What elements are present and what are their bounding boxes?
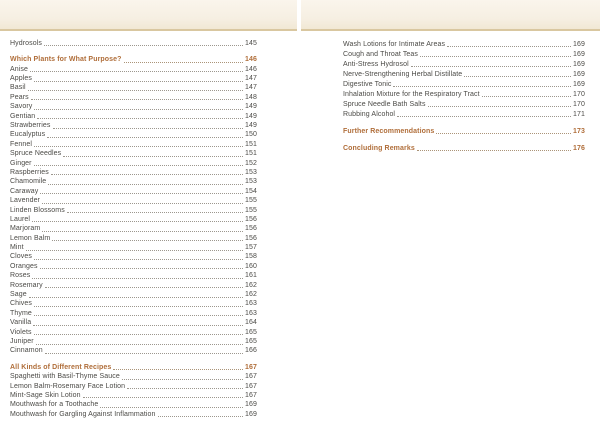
toc-entry-row <box>343 109 585 119</box>
toc-entry-label: Wash Lotions for Intimate Areas <box>343 40 446 48</box>
toc-page-number: 151 <box>245 150 257 158</box>
toc-entry-label: Marjoram <box>10 225 41 233</box>
toc-page-number: 149 <box>245 112 257 120</box>
toc-page-number: 156 <box>245 234 257 242</box>
toc-page-number: 169 <box>573 40 585 48</box>
toc-entry-row <box>10 65 257 74</box>
dotted-leader <box>44 45 243 46</box>
toc-entry-row <box>10 234 257 243</box>
toc-entry-row <box>10 243 257 252</box>
toc-entry-row <box>10 140 257 149</box>
toc-entry-label: Strawberries <box>10 122 51 130</box>
toc-page-number: 167 <box>245 391 257 399</box>
dotted-leader <box>63 156 243 157</box>
toc-entry-row <box>10 215 257 224</box>
dotted-leader <box>36 344 243 345</box>
toc-entry-label: Digestive Tonic <box>343 80 392 88</box>
toc-page-number: 163 <box>245 309 257 317</box>
toc-entry-row <box>10 328 257 337</box>
toc-page-number: 162 <box>245 281 257 289</box>
toc-entry-label: Fennel <box>10 140 33 148</box>
toc-page-number: 161 <box>245 272 257 280</box>
toc-entry-row <box>10 382 257 391</box>
toc-page-number: 148 <box>245 93 257 101</box>
dotted-leader <box>34 334 243 335</box>
toc-entry-row <box>10 224 257 233</box>
toc-entry-row <box>343 99 585 109</box>
toc-entry-label: Inhalation Mixture for the Respiratory Tract <box>343 90 480 98</box>
toc-entry-label: Caraway <box>10 187 39 195</box>
toc-entry-row <box>10 196 257 205</box>
toc-entry-label: Anti-Stress Hydrosol <box>343 60 409 68</box>
dotted-leader <box>31 99 243 100</box>
toc-heading-row <box>343 143 585 153</box>
toc-entry-row <box>10 39 257 48</box>
toc-entry-row <box>10 102 257 111</box>
toc-heading-row <box>10 55 257 64</box>
dotted-leader <box>34 306 243 307</box>
toc-entry-row <box>10 318 257 327</box>
toc-entry-label: Sage <box>10 291 27 299</box>
toc-page-number: 156 <box>245 225 257 233</box>
toc-heading-row <box>10 363 257 372</box>
dotted-leader <box>40 268 243 269</box>
dotted-leader <box>52 240 243 241</box>
dotted-leader <box>100 407 243 408</box>
toc-entry-label: Hydrosols <box>10 39 43 47</box>
toc-page-number: 154 <box>245 187 257 195</box>
toc-right-page-column <box>343 39 585 153</box>
toc-entry-label: Rosemary <box>10 281 43 289</box>
toc-page-number: 169 <box>245 410 257 418</box>
dotted-leader <box>33 325 243 326</box>
dotted-leader <box>53 128 244 129</box>
toc-entry-row <box>10 149 257 158</box>
toc-entry-row <box>10 400 257 409</box>
dotted-leader <box>47 137 243 138</box>
dotted-leader <box>482 96 571 97</box>
toc-entry-label: Vanilla <box>10 319 32 327</box>
toc-entry-row <box>10 410 257 419</box>
toc-page-number: 167 <box>245 373 257 381</box>
toc-page-number: 167 <box>245 363 257 371</box>
dotted-leader <box>420 56 571 57</box>
toc-entry-row <box>343 39 585 49</box>
toc-page-number: 156 <box>245 215 257 223</box>
toc-entry-label: Savory <box>10 103 33 111</box>
toc-entry-label: Spruce Needle Bath Salts <box>343 100 426 108</box>
dotted-leader <box>34 165 243 166</box>
dotted-leader <box>26 250 243 251</box>
dotted-leader <box>464 76 571 77</box>
toc-entry-row <box>343 69 585 79</box>
toc-entry-row <box>10 281 257 290</box>
dotted-leader <box>32 221 243 222</box>
dotted-leader <box>40 193 243 194</box>
toc-page-number: 160 <box>245 262 257 270</box>
dotted-leader <box>436 133 571 134</box>
toc-entry-label: Cinnamon <box>10 347 43 355</box>
toc-entry-row <box>343 79 585 89</box>
toc-page-number: 167 <box>245 382 257 390</box>
toc-entry-label: Cough and Throat Teas <box>343 50 419 58</box>
dotted-leader <box>428 106 571 107</box>
dotted-leader <box>122 379 243 380</box>
toc-page-number: 145 <box>245 39 257 47</box>
toc-page-number: 171 <box>573 110 585 118</box>
toc-entry-row <box>10 121 257 130</box>
toc-page-number: 157 <box>245 244 257 252</box>
toc-entry-row <box>10 391 257 400</box>
dotted-leader <box>124 62 244 63</box>
toc-page-number: 146 <box>245 56 257 64</box>
toc-entry-row <box>10 168 257 177</box>
toc-entry-row <box>10 112 257 121</box>
toc-entry-row <box>10 131 257 140</box>
dotted-leader <box>30 71 243 72</box>
toc-entry-label: Lemon Balm-Rosemary Face Lotion <box>10 382 126 390</box>
dotted-leader <box>34 109 243 110</box>
toc-entry-row <box>10 159 257 168</box>
toc-heading-label: Concluding Remarks <box>343 144 415 152</box>
dotted-leader <box>34 146 243 147</box>
toc-page-number: 153 <box>245 178 257 186</box>
toc-entry-label: Laurel <box>10 215 31 223</box>
toc-page-number: 147 <box>245 75 257 83</box>
toc-entry-row <box>10 74 257 83</box>
toc-entry-row <box>10 372 257 381</box>
toc-entry-label: Apples <box>10 75 33 83</box>
toc-entry-label: Basil <box>10 84 26 92</box>
toc-entry-label: Mouthwash for a Toothache <box>10 401 99 409</box>
toc-heading-row <box>343 126 585 136</box>
dotted-leader <box>42 203 243 204</box>
toc-page-number: 176 <box>573 144 585 152</box>
toc-page-number: 169 <box>245 401 257 409</box>
toc-entry-label: Spruce Needles <box>10 150 62 158</box>
toc-entry-row <box>10 347 257 356</box>
toc-page-number: 173 <box>573 127 585 135</box>
toc-entry-label: Chives <box>10 300 32 308</box>
toc-page-number: 151 <box>245 140 257 148</box>
toc-page-number: 170 <box>573 100 585 108</box>
dotted-leader <box>447 46 571 47</box>
toc-entry-row <box>343 49 585 59</box>
toc-entry-row <box>10 300 257 309</box>
toc-entry-row <box>10 309 257 318</box>
dotted-leader <box>28 90 243 91</box>
toc-page-number: 169 <box>573 60 585 68</box>
dotted-leader <box>32 278 243 279</box>
toc-entry-label: Anise <box>10 65 29 73</box>
dotted-leader <box>411 66 571 67</box>
toc-page-number: 169 <box>573 50 585 58</box>
toc-entry-row <box>343 59 585 69</box>
toc-heading-label: Further Recommendations <box>343 127 435 135</box>
toc-entry-label: Mint <box>10 244 24 252</box>
toc-page-number: 170 <box>573 90 585 98</box>
dotted-leader <box>397 116 571 117</box>
dotted-leader <box>67 212 243 213</box>
toc-entry-label: Lavender <box>10 197 40 205</box>
toc-entry-label: Eucalyptus <box>10 131 46 139</box>
toc-page-number: 153 <box>245 168 257 176</box>
toc-page-number: 163 <box>245 300 257 308</box>
dotted-leader <box>29 297 243 298</box>
toc-page-number: 146 <box>245 65 257 73</box>
toc-entry-row <box>10 93 257 102</box>
toc-entry-label: Oranges <box>10 262 38 270</box>
toc-entry-row <box>10 253 257 262</box>
toc-entry-label: Mouthwash for Gargling Against Inflammation <box>10 410 156 418</box>
toc-page-number: 169 <box>573 80 585 88</box>
toc-entry-row <box>10 187 257 196</box>
toc-entry-label: Violets <box>10 328 32 336</box>
toc-page-number: 147 <box>245 84 257 92</box>
dotted-leader <box>48 184 243 185</box>
dotted-leader <box>51 174 243 175</box>
toc-entry-label: Ginger <box>10 159 32 167</box>
toc-entry-label: Raspberries <box>10 168 49 176</box>
toc-page-number: 149 <box>245 103 257 111</box>
toc-left-page-column <box>10 39 257 419</box>
toc-entry-label: Roses <box>10 272 31 280</box>
toc-page-number: 155 <box>245 206 257 214</box>
toc-entry-label: Nerve-Strengthening Herbal Distillate <box>343 70 463 78</box>
toc-entry-label: Spaghetti with Basil-Thyme Sauce <box>10 373 120 381</box>
toc-entry-label: Juniper <box>10 338 34 345</box>
toc-entry-row <box>343 89 585 99</box>
page-gutter-seam <box>297 0 301 31</box>
toc-entry-row <box>10 262 257 271</box>
toc-heading-label: Which Plants for What Purpose? <box>10 56 122 64</box>
toc-page-number: 152 <box>245 159 257 167</box>
dotted-leader <box>113 369 243 370</box>
dotted-leader <box>34 81 243 82</box>
toc-entry-label: Gentian <box>10 112 36 120</box>
dotted-leader <box>83 397 243 398</box>
toc-page-number: 155 <box>245 197 257 205</box>
toc-page-number: 165 <box>245 328 257 336</box>
toc-entry-row <box>10 337 257 346</box>
toc-entry-row <box>10 206 257 215</box>
toc-entry-row <box>10 84 257 93</box>
toc-heading-label: All Kinds of Different Recipes <box>10 363 112 371</box>
dotted-leader <box>393 86 571 87</box>
toc-entry-row <box>10 290 257 299</box>
toc-entry-row <box>10 271 257 280</box>
toc-entry-label: Lemon Balm <box>10 234 51 242</box>
dotted-leader <box>34 315 243 316</box>
toc-page-number: 165 <box>245 338 257 345</box>
toc-page-number: 158 <box>245 253 257 261</box>
dotted-leader <box>45 287 243 288</box>
toc-entry-label: Rubbing Alcohol <box>343 110 396 118</box>
toc-entry-label: Thyme <box>10 309 32 317</box>
dotted-leader <box>158 416 243 417</box>
toc-page-number: 164 <box>245 319 257 327</box>
toc-page-number: 166 <box>245 347 257 355</box>
toc-entry-label: Chamomile <box>10 178 47 186</box>
toc-page-number: 149 <box>245 122 257 130</box>
toc-entry-label: Linden Blossoms <box>10 206 65 214</box>
toc-entry-label: Mint-Sage Skin Lotion <box>10 391 81 399</box>
dotted-leader <box>45 353 243 354</box>
dotted-leader <box>42 231 243 232</box>
dotted-leader <box>37 118 243 119</box>
dotted-leader <box>417 150 571 151</box>
toc-page-number: 162 <box>245 291 257 299</box>
toc-page-number: 150 <box>245 131 257 139</box>
toc-entry-label: Cloves <box>10 253 32 261</box>
dotted-leader <box>34 259 243 260</box>
toc-entry-label: Pears <box>10 93 29 101</box>
toc-entry-row <box>10 177 257 186</box>
dotted-leader <box>127 388 243 389</box>
toc-page-number: 169 <box>573 70 585 78</box>
